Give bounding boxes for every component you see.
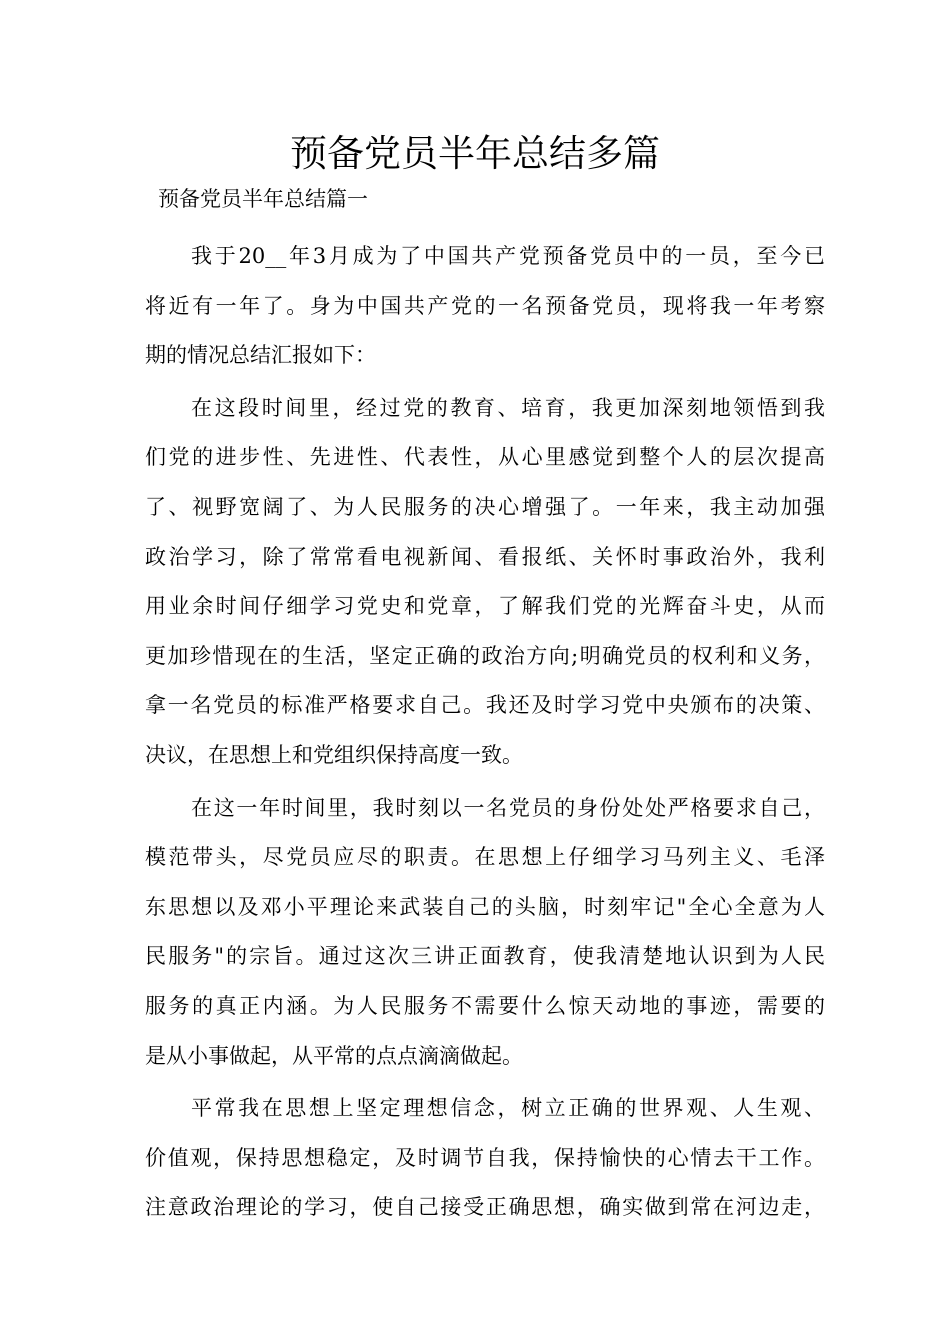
- document-title: 预备党员半年总结多篇: [290, 132, 660, 175]
- text-line: 在这段时间里，经过党的教育、培育，我更加深刻地领悟到我: [191, 395, 825, 420]
- text-line: 是从小事做起，从平常的点点滴滴做起。: [145, 1043, 523, 1068]
- text-line: 我于20__年3月成为了中国共产党预备党员中的一员，至今已: [191, 244, 825, 268]
- text-line: 注意政治理论的学习，使自己接受正确思想，确实做到常在河边走，: [145, 1195, 825, 1220]
- text-line: 决议，在思想上和党组织保持高度一致。: [145, 742, 523, 767]
- text-line: 更加珍惜现在的生活，坚定正确的政治方向;明确党员的权利和义务，: [145, 643, 825, 668]
- text-line: 们党的进步性、先进性、代表性，从心里感觉到整个人的层次提高: [145, 445, 825, 470]
- text-line: 平常我在思想上坚定理想信念，树立正确的世界观、人生观、: [191, 1096, 825, 1121]
- text-line: 用业余时间仔细学习党史和党章，了解我们党的光辉奋斗史，从而: [145, 594, 825, 619]
- text-line: 东思想以及邓小平理论来武装自己的头脑，时刻牢记"全心全意为人: [145, 894, 825, 919]
- section-heading: 预备党员半年总结篇一: [158, 187, 368, 211]
- text-line: 价值观，保持思想稳定，及时调节自我，保持愉快的心情去干工作。: [145, 1145, 825, 1170]
- text-line: 政治学习，除了常常看电视新闻、看报纸、关怀时事政治外，我利: [145, 544, 825, 569]
- paragraph: [145, 232, 825, 381]
- text-line: 模范带头，尽党员应尽的职责。在思想上仔细学习马列主义、毛泽: [145, 845, 825, 870]
- text-line: 将近有一年了。身为中国共产党的一名预备党员，现将我一年考察: [145, 293, 825, 318]
- text-line: 在这一年时间里，我时刻以一名党员的身份处处严格要求自己，: [191, 795, 825, 820]
- text-line: 民服务"的宗旨。通过这次三讲正面教育，使我清楚地认识到为人民: [145, 944, 825, 969]
- document-body: [145, 232, 825, 1236]
- text-line: 了、视野宽阔了、为人民服务的决心增强了。一年来，我主动加强: [145, 494, 825, 519]
- text-line: 拿一名党员的标准严格要求自己。我还及时学习党中央颁布的决策、: [145, 693, 825, 718]
- paragraph: [145, 784, 825, 1082]
- paragraph: [145, 384, 825, 781]
- text-line: 期的情况总结汇报如下：: [145, 343, 376, 368]
- paragraph: [145, 1084, 825, 1233]
- text-line: 服务的真正内涵。为人民服务不需要什么惊天动地的事迹，需要的: [145, 993, 825, 1018]
